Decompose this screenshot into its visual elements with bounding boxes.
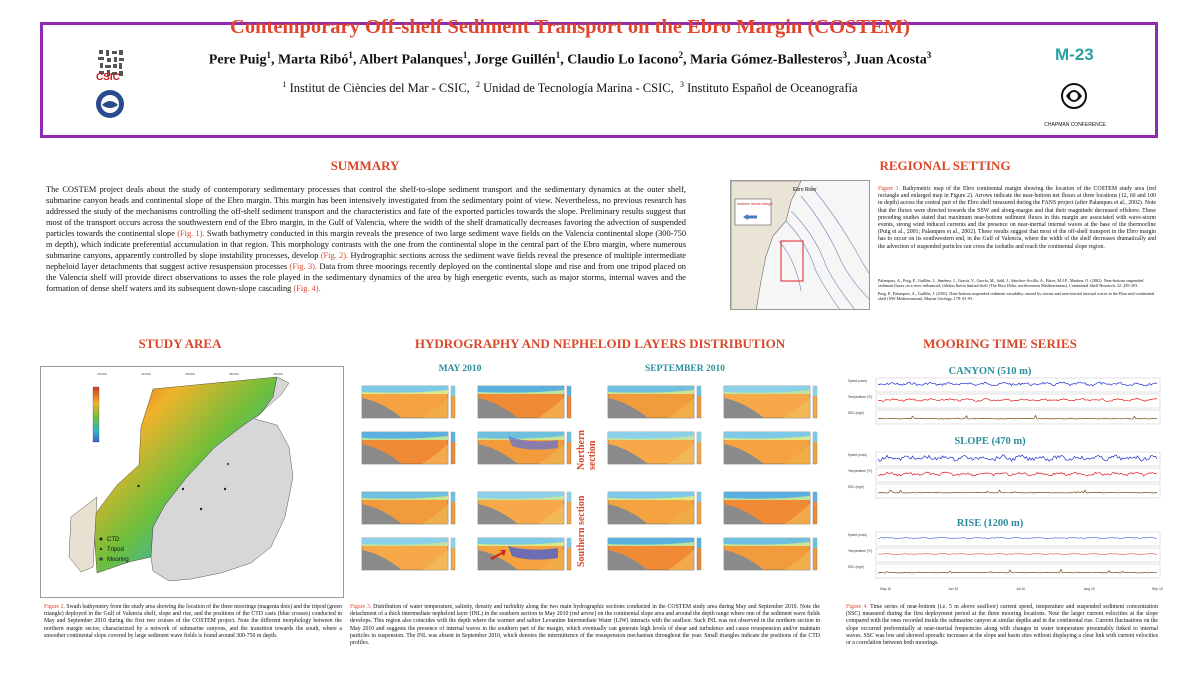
hydro-section-panel [598, 430, 706, 470]
mooring-series-line [878, 554, 1157, 555]
summary-text: The COSTEM project deals about the study of contemporary sedimentary processes that control the shelf-to-slope sediment transport and the sedimentary dynamics at the outer shelf, submarine canyon heads and continental slope of the Ebro margin. This margin has been intensively investigated from the sedimentary point of view. Nevertheless, no previous research has addressed the study of the mechanisms controlling the off-shelf sediment transport and the characteristics and fate of the exported particles towards the slope. Preliminary results suggest that most of the transport occurs across the southwestern end of the Ebro margin, in the Gulf of Valencia, where the width of the shelf dramatically decreases favoring the advection of suspended particles towards the continental slope (Fig. 1). Swath bathymetry conducted in this margin reveals the presence of two large sediment wave fields on the Valencia continental slope (300-750 m depth), which indicate preferential accumulation in that region. This morphology contrasts with the one from the continental slope in the central part of the Ebro margin, where numerous submarine canyons, apparently controlled by slope instability processes, develop (Fig. 2). Hydrographic sections across the sediment wave fields reveal the presence of multiple intermediate nepheloid layer detachments that suggest active resuspension processes (Fig. 3). Data from three moorings recently deployed on the continental slope and rise and from one tripod placed on the Valencia shelf will provide direct observations to asses the role played in the sedimentary dynamics of the area by high energetic events, such as major storms, internal waves and the formation of dense shelf waters and its subsequent down-slope cascading (Fig. 4). [46, 185, 687, 293]
chapman-logo-icon [1050, 70, 1098, 126]
canyon-title: CANYON (510 m) [948, 366, 1032, 377]
regional-heading: REGIONAL SETTING [879, 158, 1011, 173]
svg-text:340000: 340000 [141, 372, 152, 376]
mooring-panel-frame [876, 452, 1160, 466]
mooring-time-series [846, 376, 1166, 592]
mooring-variable-label: SSC (mg/l) [848, 411, 864, 415]
mooring-series-line [878, 490, 1157, 493]
study-heading: STUDY AREA [138, 336, 222, 351]
mooring-series-line [878, 537, 1157, 539]
mooring-variable-label: Temperature (ºC) [848, 395, 873, 399]
mooring-variable-label: Temperature (ºC) [848, 469, 873, 473]
summary-heading: SUMMARY [330, 158, 400, 173]
figure4-caption: Figure 4. Time series of near-bottom (i.e. 5 m above seafloor) current speed, temperature and suspended sediment concentration (SSC) measured during the first deployment period at the three mooring locations. Note the larger current velocities at the slope compared with the ones recorded inside the submarine canyon at similar depths and in the continental rise. Current fluctuations on the slope occurred preferentially at near-inertial frequencies along with changes in water temperature presumably linked to internal waves. SSC was low and showed sporadic increases at the slope and basin sites without displaying a clear link with current velocities or a correlation between both moorings. [846, 604, 1158, 647]
southern-section-label: Southern section [576, 495, 587, 567]
hydro-section-panel [352, 536, 460, 576]
hydro-section-panel [714, 384, 822, 424]
hydro-section-panel [598, 536, 706, 576]
svg-text:360000: 360000 [185, 372, 196, 376]
svg-text:400000: 400000 [273, 372, 284, 376]
northern-section-label: Northern section [576, 430, 598, 470]
month-tick-label: Aug 10 [1084, 587, 1095, 591]
affiliations: $^1$ Institut de Ciències del Mar - CSIC, $^2$ Unidad de Tecnología Marina - CSIC, $^3$ Instituto Español de Oceanografía [282, 80, 858, 96]
sep-2010-label: SEPTEMBER 2010 [645, 364, 725, 374]
mooring-panel-frame [876, 410, 1160, 424]
hydro-heading: HYDROGRAPHY AND NEPHELOID LAYERS DISTRIBUTION [414, 336, 786, 351]
month-tick-label: Sep 10 [1152, 587, 1163, 591]
hydro-section-panel [352, 430, 460, 470]
mooring-panel-frame [876, 564, 1160, 578]
mooring-panel-frame [876, 548, 1160, 562]
hydro-section-panel [352, 384, 460, 424]
hydro-section-panel [468, 430, 576, 470]
mooring-variable-label: SSC (mg/l) [848, 485, 864, 489]
hydro-section-panel [714, 536, 822, 576]
mooring-variable-label: Speed (cm/s) [848, 453, 867, 457]
mooring-series-line [878, 416, 1157, 420]
svg-text:380000: 380000 [229, 372, 240, 376]
month-tick-label: May 10 [880, 587, 892, 591]
mooring-series-line [878, 399, 1157, 402]
mooring-series-line [878, 382, 1157, 386]
regional-map [730, 180, 870, 310]
author-list: Pere Puig$^1$, Marta Ribó$^1$, Albert Palanques$^1$, Jorge Guillén$^1$, Claudio Lo Iacono$^2$, Maria Gómez-Ballesteros$^3$, Juan Acosta$^3$ [208, 50, 932, 68]
hydro-section-panel [468, 384, 576, 424]
figure2-caption: Figure 2. Swath bathymetry from the study area showing the location of the three moorings (magenta dots) and the tripod (green triangle) deployed in the Gulf of Valencia shelf, slope and rise, and the positions of the CTD casts (blue crosses) conducted in May and September 2010 during the first two cruises of the COSTEM project. Note the different morphology between the northern margin sector, characterized by a network of submarine canyons, and the transition towards the south, where a smoother continental slope covered by large sediment wave fields is found around 300-750 m depth. [44, 604, 342, 639]
svg-text:320000: 320000 [97, 372, 108, 376]
ebro-river-label: Ebro River [793, 187, 817, 193]
chapman-label: CHAPMAN CONFERENCE [1044, 122, 1106, 128]
legend-mooring: Mooring [107, 557, 129, 563]
mooring-panel-frame [876, 468, 1160, 482]
hydro-section-panel [352, 490, 460, 530]
legend-ctd: CTD [107, 537, 120, 543]
mooring-variable-label: Temperature (ºC) [848, 549, 873, 553]
month-tick-label: Jul 10 [1016, 587, 1026, 591]
month-tick-label: Jun 10 [948, 587, 959, 591]
poster-code: M-23 [1055, 45, 1094, 64]
mooring-panel-frame [876, 532, 1160, 546]
hydro-section-panel [714, 430, 822, 470]
mooring-series-line [878, 570, 1157, 574]
hydro-section-panel [468, 490, 576, 530]
hydro-section-panel [714, 490, 822, 530]
mooring-panel-frame [876, 378, 1160, 392]
mooring-variable-label: Speed (cm/s) [848, 533, 867, 537]
csic-label: CSIC [96, 72, 120, 83]
mooring-variable-label: Speed (cm/s) [848, 379, 867, 383]
study-area-map [40, 366, 344, 598]
hydro-section-panel [598, 490, 706, 530]
rise-title: RISE (1200 m) [956, 518, 1024, 529]
legend-tripod: Tripod [107, 547, 124, 553]
mooring-variable-label: SSC (mg/l) [848, 565, 864, 569]
may-2010-label: MAY 2010 [438, 364, 482, 374]
figure1-caption: Figure 1. Bathymetric map of the Ebro continental margin showing the location of the COSTEM study area (red rectangle and enlarged map in Figure 2). Arrows indicate the near-bottom net fluxes at three locations (12, 60 and 100 m depth) across the central part of the Ebro shelf measured during the FANS project (after Palanques et al., 2002). Note that the fluxes were directed towards the SSW and along-margin and that their magnitude decreased offshore. These preceding studies stated that maximum near-bottom sediment fluxes in this margin are associated with wave-storm events, strong wind induced currents and the presence on near-inertial internal waves at the base of the thermocline (Puig et al., 2001; Palanques et al., 2002). These results suggest that most of the off-shelf transport in the Ebro margin has to occur on its southwestern end, in the Gulf of Valencia, where the width of the shelf decreases dramatically and the advection of suspended particles can cross the isobaths and reach the continental slope region. [878, 186, 1156, 250]
inset-label: Northern Iberian Margin [737, 202, 773, 206]
mooring-series-line [878, 472, 1157, 476]
hydro-section-panel [468, 536, 576, 576]
poster-title: Contemporary Off-shelf Sediment Transport on the Ebro Margin (COSTEM) [230, 16, 910, 38]
figure3-caption: Figure 3. Distribution of water temperature, salinity, density and turbidity along the two main hydrographic sections conducted in the COSTEM study area during May and September 2010. Note the detachment of a thick intermediate nepheloid layer (INL) in the southern section in May 2010 (red arrow) on the continental slope area and around the depth range where one of the sediment wave fields develops. This region also coincides with the depth where the warmer and saltier Levantine Intermediate Water (LIW) interacts with the seafloor. Such INL was not observed in the northern section in May 2010 and suggests the presence of internal waves in the southern part of the margin, which eventually can generate high levels of shear and turbulence and cause resuspension and/or maintain particles in suspension. The INL was absent in September 2010, which denotes the intermittence of the resuspension mechanism throughout the year. Small triangles indicate the positions of the CTD profiles. [350, 604, 820, 647]
slope-title: SLOPE (470 m) [954, 436, 1026, 447]
mooring-panel-frame [876, 484, 1160, 498]
regional-references: Palanques, A., Puig, P., Guillén, J., Jiménez, J., Gracia, V., García, M., Sahl, J., Sánchez-Arcilla, A., Brive, M.J.P., Madsen, O. (2002). Near-bottom suspended sediment fluxes on a river influenced, tideless Iberia limited shelf (The Ebro Delta, northwestern Mediterranean). Continental Shelf Research, 22: 285-303. Puig, P., Palanques, A., Guillén, J. (2001). Near-bottom suspended sediment variability caused by storms and near-inertial internal waves in the Ebro mid continental shelf (NW Mediterranean). Marine Geology, 178: 81-93. [878, 278, 1155, 302]
mooring-series-line [878, 455, 1157, 461]
mooring-heading: MOORING TIME SERIES [923, 336, 1077, 351]
hydro-section-panel [598, 384, 706, 424]
